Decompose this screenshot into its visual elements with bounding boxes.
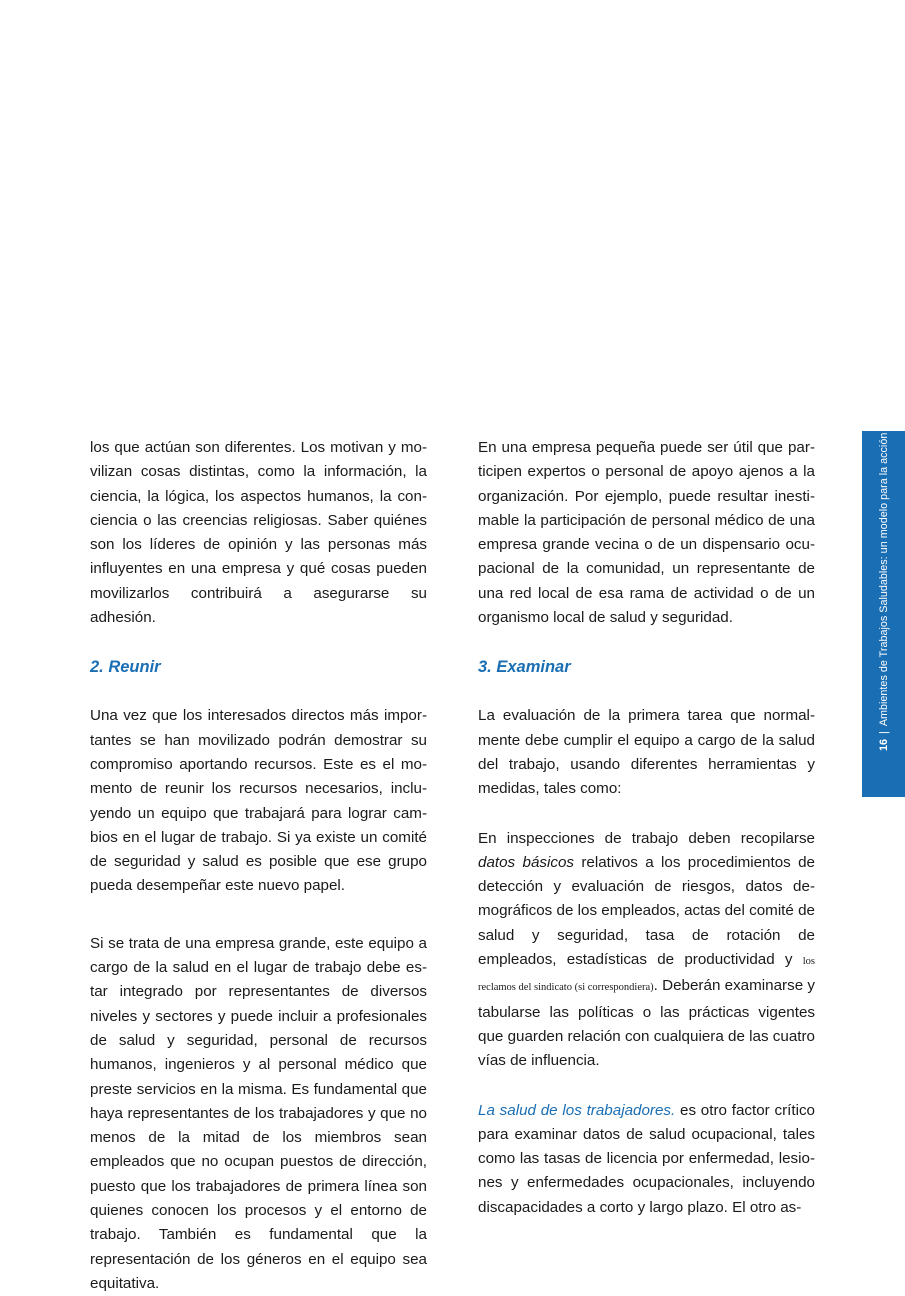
right-paragraph-1: En una empresa pequeña puede ser útil que participen expertos o personal de apoyo ajenos a la organización. Por ejemplo, puede resultar inestimable la participación de personal médico de una empresa grande vecina o de un dispensario ocupacional de la comunidad, un representante de una red local de esa rama de actividad o de un organismo local de salud y seguridad.	[478, 439, 815, 627]
left-column	[90, 436, 427, 1296]
left-paragraph-1: los que actúan son diferentes. Los motivan y movilizan cosas distintas, como la información, la ciencia, la lógica, los aspectos humanos, la conciencia o las creencias religiosas. Saber quiénes son los líderes de opinión y las personas más influyentes en una empresa y qué cosas pueden movilizarlos contribuirá a asegurarse su adhesión.	[90, 439, 427, 627]
right-paragraph-3	[478, 827, 815, 1074]
paragraph-text: relativos a los procedimientos de detección y evaluación de riesgos, datos demográficos de los empleados, actas del comité de salud y seguridad, tasa de rotación de empleados, estadísticas de productividad y	[478, 853, 815, 969]
left-paragraph-3: Si se trata de una empresa grande, este equipo a cargo de la salud en el lugar de trabajo debe estar integrado por representantes de diversos niveles y sectores y puede incluir a profesionales de salud y seguridad, personal de recursos humanos, ingenieros y al personal médico que preste servicios en la misma. Es fundamental que haya representantes de los trabajadores y que no menos de la mitad de los miembros sean empleados que no ocupan puestos de dirección, puesto que los trabajadores de primera línea son quienes conocen los procesos y el entorno de trabajo. También es fundamental que la representación de los géneros en el equipo sea equitativa.	[90, 934, 427, 1292]
paragraph-text: . Deberán examinarse y tabularse las políticas o las prácticas vigentes que guarden relación con cualquiera de las cuatro vías de influencia.	[478, 977, 815, 1070]
side-tab	[862, 431, 905, 797]
left-paragraph-2: Una vez que los interesados directos más importantes se han movilizado podrán demostrar su compromiso aportando recursos. Este es el momento de reunir los recursos necesarios, incluyendo un equipo que trabajará para lograr cambios en el lugar de trabajo. Si ya existe un comité de seguridad y salud es posible que ese grupo pueda desempeñar este nuevo papel.	[90, 707, 427, 895]
highlighted-term: La salud de los trabajadores.	[478, 1101, 676, 1119]
paragraph-text: es otro factor crítico para examinar datos de salud ocupacional, tales como las tasas de licencia por enfermedad, lesiones y enfermedades ocupacionales, incluyendo discapacidades a corto y largo plazo. El otro as-	[478, 1101, 815, 1216]
section-heading-reunir: 2. Reunir	[90, 658, 161, 677]
right-paragraph-2: La evaluación de la primera tarea que normalmente debe cumplir el equipo a cargo de la salud del trabajo, usando diferentes herramientas y medidas, tales como:	[478, 707, 815, 798]
italic-term: datos básicos	[478, 853, 574, 871]
section-heading-examinar: 3. Examinar	[478, 658, 571, 677]
paragraph-text: En inspecciones de trabajo deben recopilarse	[478, 829, 815, 847]
small-serif-text: los reclamos del sindicato (si correspondiera)	[478, 956, 815, 994]
side-tab-label	[877, 433, 891, 751]
right-paragraph-4	[478, 1099, 815, 1220]
separator: |	[877, 731, 890, 734]
right-column	[478, 436, 815, 1220]
document-title: Ambientes de Trabajos Saludables: un modelo para la acción	[877, 432, 890, 727]
page-number: 16	[877, 738, 890, 751]
